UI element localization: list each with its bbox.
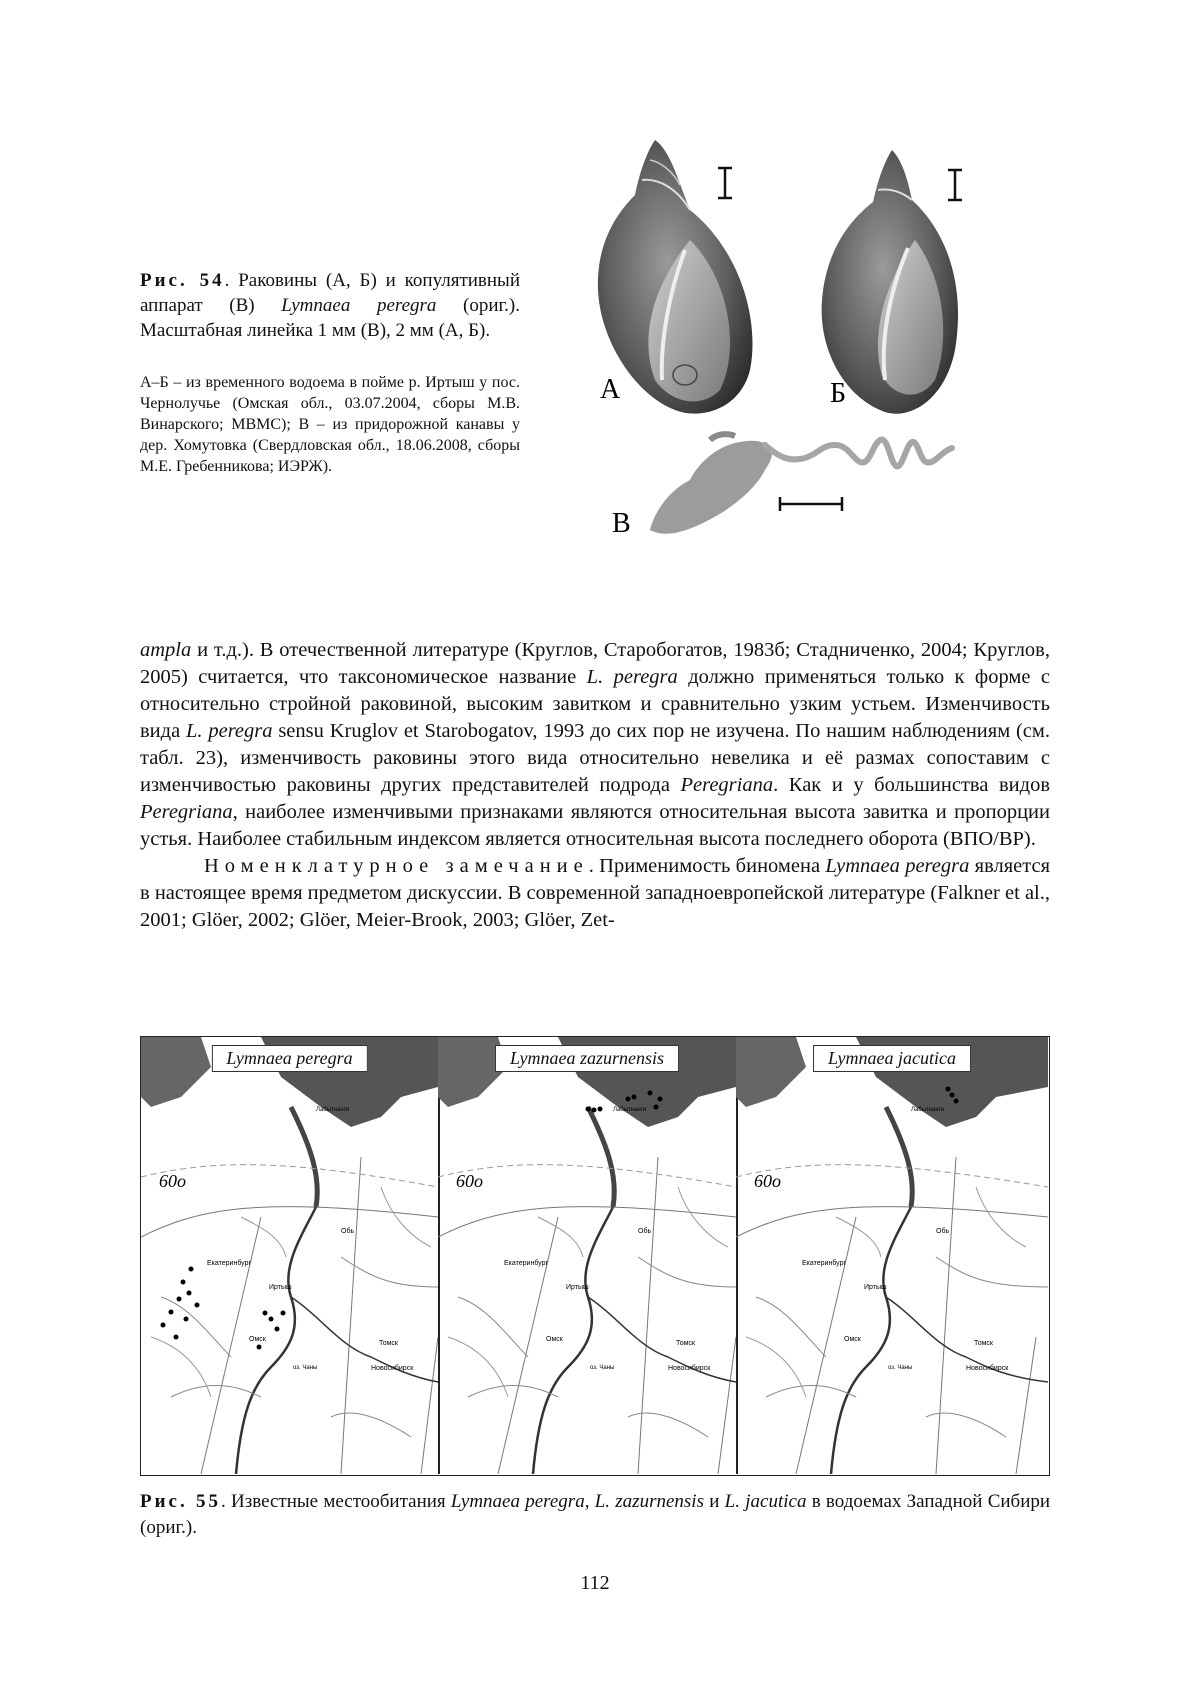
genus-name: Peregriana (680, 774, 774, 796)
paragraph (140, 637, 1050, 853)
river-label: Иртыш (566, 1284, 589, 1291)
city-label: Омск (546, 1336, 563, 1343)
species-name: Lymnaea peregra (281, 295, 437, 316)
figure-54-details: А–Б – из временного водоема в пойме р. Иртыш у пос. Чернолучье (Омская обл., 03.07.2004, сборы М.В. Винарского; МВМС); В – из придорожной канавы у дер. Хомутовка (Свердловская обл., 18.06.2008, сборы М.Е. Гребенникова; ИЭРЖ). (140, 374, 520, 475)
caption-text: в водоемах Западной Сибири (ориг.). (140, 1491, 1051, 1538)
text-run: . Применимость биномена (588, 855, 826, 877)
panel-label-c: В (612, 508, 631, 539)
city-label: Омск (844, 1336, 861, 1343)
river-label: Обь (638, 1228, 652, 1235)
species-name: Lymnaea peregra (825, 855, 970, 877)
genus-name: Peregriana (140, 801, 233, 823)
species-name: Lymnaea peregra (450, 1491, 585, 1512)
figure-55-maps (140, 1036, 1050, 1476)
latitude-label: 60о (159, 1171, 186, 1191)
copulatory-apparatus (650, 434, 952, 534)
map-title: Lymnaea jacutica (813, 1045, 971, 1072)
city-label: Новосибирск (371, 1365, 414, 1372)
text-run: , наиболее изменчивыми признаками являются относительная высота завитка и пропорции устья. Наиболее стабильным индексом является относительная высота последнего оборота (ВПО/ВР). (140, 801, 1050, 850)
map-title: Lymnaea peregra (211, 1045, 367, 1072)
figure-55-caption (140, 1489, 1050, 1541)
text-run: и т.д.). В отечественной литературе (Круглов, Старобогатов, 1983б; Стадниченко, 2004; Круглов, 2005) считается, что таксономическое название (140, 639, 1050, 688)
scale-bar-b (948, 170, 962, 200)
map-title: Lymnaea zazurnensis (495, 1045, 679, 1072)
city-label: Новосибирск (966, 1365, 1009, 1372)
river-label: Иртыш (864, 1284, 887, 1291)
text-run: является в настоящее время предметом дискуссии. В современной западноевропейской литературе (Falkner et al., 2001; Glöer, 2002; Glöer, Meier-Brook, 2003; Glöer, Zet- (140, 855, 1051, 931)
latitude-label: 60о (456, 1171, 483, 1191)
city-label: Томск (676, 1340, 695, 1347)
caption-text: . Раковины (А, Б) и копулятивный аппарат (В) (140, 270, 520, 316)
shell-b (822, 150, 958, 414)
panel-label-b: Б (830, 378, 847, 409)
city-label: Екатеринбург (504, 1260, 549, 1267)
species-name: L. jacutica (724, 1491, 807, 1512)
city-label: Лабытнанги (613, 1107, 647, 1113)
river-label: Обь (936, 1228, 950, 1235)
panel-label-a: А (600, 374, 621, 405)
scale-bar-c (780, 497, 842, 511)
caption-text: , (584, 1491, 595, 1512)
river-label: Иртыш (269, 1284, 292, 1291)
city-label: Екатеринбург (802, 1260, 847, 1267)
body-text (140, 637, 1050, 934)
figure-54-caption (140, 268, 520, 343)
text-run: . Как и у большинства видов (773, 774, 1050, 796)
city-label: Лабытнанги (911, 1107, 945, 1113)
caption-text: . Известные местообитания (221, 1491, 451, 1512)
lake-label: оз. Чаны (293, 1365, 318, 1371)
section-heading-inline: Номенклатурное замечание (204, 855, 589, 877)
map-svg (141, 1037, 438, 1474)
city-label: Екатеринбург (207, 1260, 252, 1267)
lake-label: оз. Чаны (888, 1365, 913, 1371)
page-number: 112 (580, 1572, 610, 1594)
caption-text: (ориг.). Масштабная линейка 1 мм (В), 2 мм (А, Б). (140, 295, 520, 341)
paragraph (140, 853, 1050, 934)
city-label: Томск (379, 1340, 398, 1347)
map-panel-zazurnensis (438, 1037, 738, 1474)
city-label: Томск (974, 1340, 993, 1347)
figure-55-label: Рис. 55 (140, 1491, 221, 1512)
species-name: L. zazurnensis (594, 1491, 704, 1512)
city-label: Омск (249, 1336, 266, 1343)
caption-text: и (703, 1491, 725, 1512)
figure-54-label: Рис. 54 (140, 270, 225, 291)
city-label: Новосибирск (668, 1365, 711, 1372)
figure-54-illustration (590, 140, 1060, 590)
text-run: должно применяться только к форме с относительно стройной раковиной, высоким завитком и сравнительно узким устьем. Изменчивость вида (140, 666, 1051, 742)
map-svg (438, 1037, 736, 1474)
lake-label: оз. Чаны (590, 1365, 615, 1371)
river-label: Обь (341, 1228, 355, 1235)
map-svg (736, 1037, 1048, 1474)
city-label: Лабытнанги (316, 1107, 350, 1113)
shell-a (598, 140, 753, 414)
species-name: L. peregra (186, 720, 273, 742)
italic-text: ampla (140, 639, 192, 661)
map-panel-peregra (141, 1037, 440, 1474)
latitude-label: 60о (754, 1171, 781, 1191)
occurrence-points (161, 1267, 286, 1350)
scale-bar-a (718, 168, 732, 198)
species-name: L. peregra (586, 666, 678, 688)
map-panel-jacutica (736, 1037, 1048, 1474)
text-run: sensu Kruglov et Starobogatov, 1993 до сих пор не изучена. По нашим наблюдениям (см. табл. 23), изменчивость раковины этого вида относительно невелика и её размах сопоставим с изменчивостью раковины других представителей подрода (140, 720, 1051, 796)
